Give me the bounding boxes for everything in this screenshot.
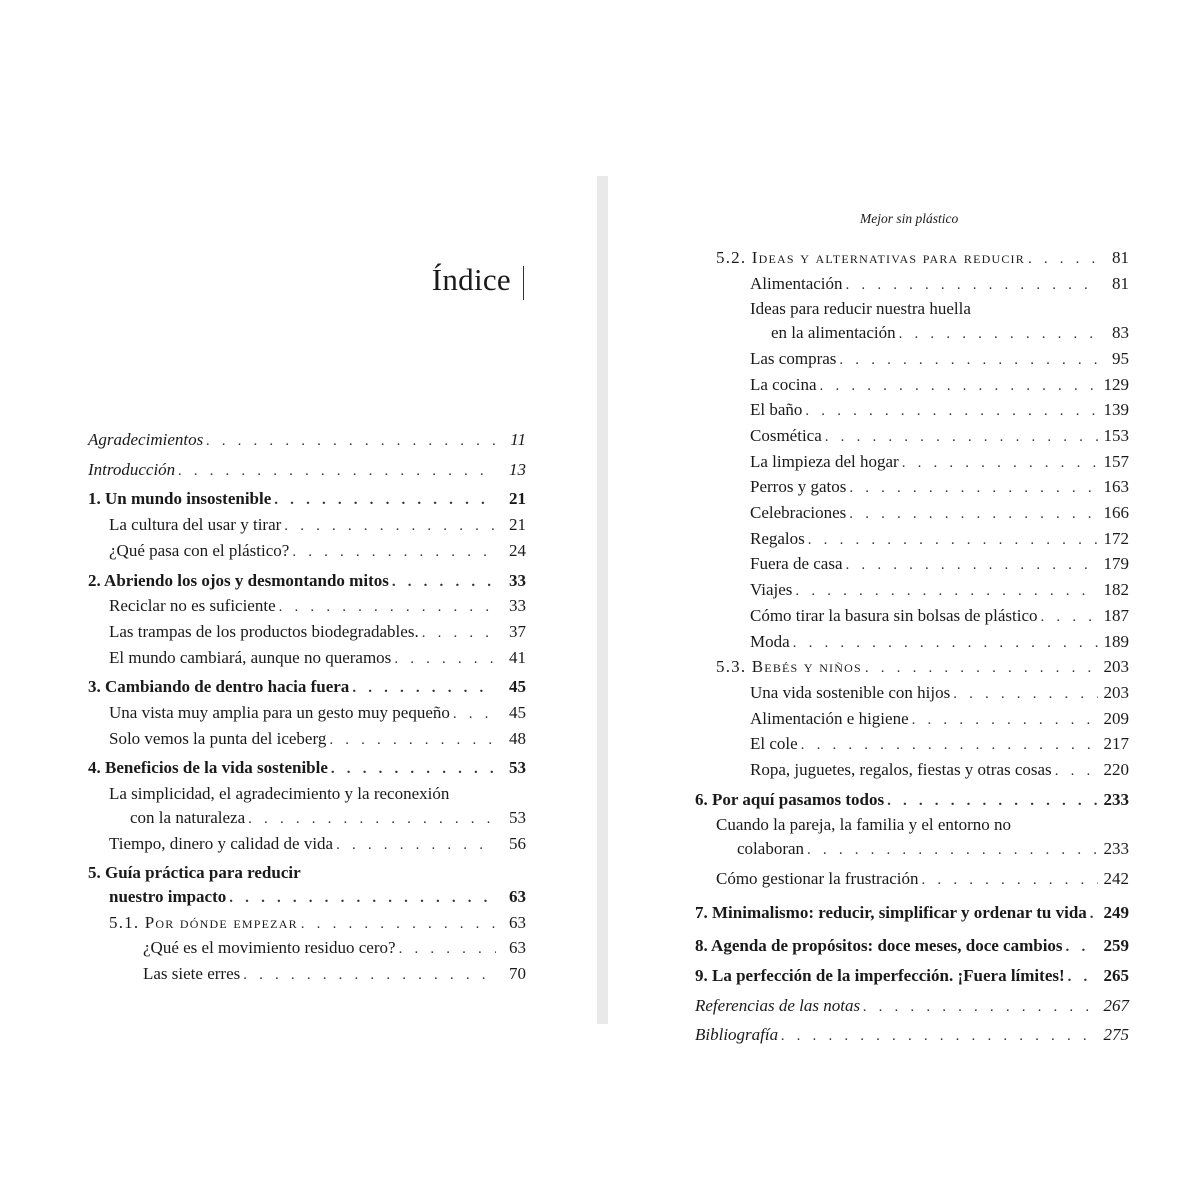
toc-entry[interactable] <box>88 962 526 988</box>
toc-entry[interactable] <box>695 475 1129 501</box>
toc-entry-title: Referencias de las notas <box>695 995 861 1015</box>
toc-entry-title: Celebraciones <box>750 503 847 523</box>
toc-entry[interactable] <box>88 646 526 672</box>
dot-leader <box>178 460 496 484</box>
dot-leader <box>849 477 1097 501</box>
toc-entry[interactable] <box>695 1023 1129 1049</box>
toc-entry[interactable] <box>88 620 526 646</box>
toc-list-left <box>88 428 526 988</box>
toc-entry-title: 2. Abriendo los ojos y desmontando mitos <box>88 570 389 590</box>
toc-page-number: 129 <box>1103 374 1129 394</box>
dot-leader <box>953 683 1097 707</box>
toc-page-number: 209 <box>1103 708 1129 728</box>
dot-leader <box>336 834 496 858</box>
toc-entry-title: Agradecimientos <box>88 430 204 449</box>
toc-chapter-entry[interactable] <box>695 788 1129 814</box>
toc-entry-title: 5.1. Por dónde empezar <box>109 912 298 932</box>
toc-entry[interactable] <box>695 347 1129 373</box>
toc-chapter-entry[interactable] <box>695 964 1129 990</box>
toc-page-number: 157 <box>1103 451 1129 471</box>
toc-entry[interactable] <box>88 936 526 962</box>
dot-leader <box>849 503 1097 527</box>
toc-entry-title: Una vista muy amplia para un gesto muy pequeño <box>109 703 450 723</box>
toc-page-number: 56 <box>509 833 526 853</box>
dot-leader <box>292 541 496 565</box>
dot-leader <box>329 729 496 753</box>
toc-page-number: 203 <box>1103 682 1129 702</box>
toc-page-number: 189 <box>1103 631 1129 651</box>
toc-entry-title: ¿Qué es el movimiento residuo cero? <box>143 938 396 958</box>
dot-leader <box>839 349 1099 373</box>
toc-entry-title: 4. Beneficios de la vida sostenible <box>88 758 328 778</box>
dot-leader <box>846 554 1098 578</box>
toc-page-number: 83 <box>1112 323 1129 343</box>
toc-entry[interactable] <box>695 758 1129 784</box>
toc-entry[interactable] <box>88 458 526 484</box>
toc-entry-title: La cocina <box>750 374 817 394</box>
toc-page-number: 217 <box>1103 734 1129 754</box>
toc-chapter-continuation[interactable] <box>88 885 526 911</box>
toc-entry-title: 8. Agenda de propósitos: doce meses, doce cambios <box>695 936 1063 956</box>
dot-leader <box>805 400 1097 424</box>
toc-page-number: 203 <box>1103 657 1129 677</box>
right-page <box>608 0 1200 1200</box>
toc-page-number: 153 <box>1103 425 1129 445</box>
toc-entry-title: La limpieza del hogar <box>750 451 899 471</box>
toc-entry-first-line[interactable] <box>695 813 1129 837</box>
toc-page-number: 53 <box>509 807 526 827</box>
toc-entry[interactable] <box>88 727 526 753</box>
dot-leader <box>865 657 1098 681</box>
toc-entry-title: Viajes <box>750 580 793 600</box>
dot-leader <box>1041 606 1098 630</box>
dot-leader <box>422 622 496 646</box>
toc-entry-title: Moda <box>750 631 790 651</box>
toc-entry-title: Solo vemos la punta del iceberg <box>109 728 327 748</box>
toc-entry-title: Las compras <box>750 348 837 368</box>
toc-section-entry[interactable] <box>695 246 1129 272</box>
toc-entry[interactable] <box>695 867 1129 893</box>
toc-entry-title: 1. Un mundo insostenible <box>88 489 272 509</box>
toc-page-number: 33 <box>509 596 526 616</box>
toc-entry-title: Tiempo, dinero y calidad de vida <box>109 833 334 853</box>
toc-entry-title: El mundo cambiará, aunque no queramos <box>109 647 392 667</box>
toc-entry[interactable] <box>695 707 1129 733</box>
dot-leader <box>399 938 496 962</box>
dot-leader <box>807 839 1097 863</box>
dot-leader <box>912 709 1098 733</box>
toc-entry[interactable] <box>695 450 1129 476</box>
dot-leader <box>922 869 1098 893</box>
toc-entry-title: 5.3. Bebés y niños <box>716 657 862 677</box>
toc-page-number: 63 <box>509 912 526 932</box>
toc-list-right <box>695 246 1129 1049</box>
dot-leader <box>902 452 1098 476</box>
dot-leader <box>229 887 496 911</box>
book-gutter <box>597 176 608 1024</box>
toc-entry-title: Reciclar no es suficiente <box>109 596 276 616</box>
toc-entry-title: 5. Guía práctica para reducir <box>88 863 301 883</box>
toc-entry[interactable] <box>695 994 1129 1020</box>
toc-entry-title: 3. Cambiando de dentro hacia fuera <box>88 677 350 697</box>
toc-entry[interactable] <box>695 681 1129 707</box>
left-page <box>0 0 597 1200</box>
toc-entry-title: Una vida sostenible con hijos <box>750 682 951 702</box>
dot-leader <box>1068 966 1098 990</box>
dot-leader <box>781 1025 1097 1049</box>
toc-page-number: 275 <box>1103 1025 1129 1045</box>
toc-chapter-entry[interactable] <box>695 934 1129 960</box>
toc-entry-title-cont: colaboran <box>737 839 805 859</box>
toc-entry-title: Regalos <box>750 528 805 548</box>
toc-page-number: 70 <box>509 964 526 984</box>
toc-entry-continuation[interactable] <box>88 806 526 832</box>
toc-entry[interactable] <box>695 373 1129 399</box>
toc-entry-title-cont: en la alimentación <box>771 323 896 343</box>
toc-entry[interactable] <box>88 594 526 620</box>
toc-entry[interactable] <box>695 527 1129 553</box>
toc-page-number: 172 <box>1103 528 1129 548</box>
toc-entry-title: El cole <box>750 734 798 754</box>
toc-entry[interactable] <box>695 552 1129 578</box>
toc-page-number: 166 <box>1103 503 1129 523</box>
toc-entry-title: 6. Por aquí pasamos todos <box>695 789 885 809</box>
dot-leader <box>820 375 1098 399</box>
dot-leader <box>793 632 1098 656</box>
dot-leader <box>899 323 1099 347</box>
toc-entry[interactable] <box>695 732 1129 758</box>
toc-entry-title: La cultura del usar y tirar <box>109 515 282 535</box>
toc-entry-title: La simplicidad, el agradecimiento y la reconexión <box>109 784 450 804</box>
dot-leader <box>1090 903 1098 927</box>
toc-entry-title: Ideas para reducir nuestra huella <box>750 299 971 319</box>
toc-entry-title: Cómo gestionar la frustración <box>716 868 919 888</box>
toc-entry[interactable] <box>695 424 1129 450</box>
toc-entry-continuation[interactable] <box>695 837 1129 863</box>
dot-leader <box>808 529 1098 553</box>
toc-entry-title: Las siete erres <box>143 964 241 984</box>
toc-page-number: 45 <box>509 677 526 697</box>
toc-entry[interactable] <box>695 630 1129 656</box>
page-title: Índice <box>431 262 511 297</box>
toc-section-entry[interactable] <box>695 655 1129 681</box>
toc-page-number: 267 <box>1103 995 1129 1015</box>
toc-entry-first-line[interactable] <box>88 782 526 806</box>
toc-page-number: 259 <box>1103 936 1129 956</box>
toc-entry-title: Cosmética <box>750 425 822 445</box>
toc-entry-title: El baño <box>750 400 803 420</box>
toc-entry[interactable] <box>88 513 526 539</box>
dot-leader <box>274 489 496 513</box>
dot-leader <box>206 430 496 454</box>
toc-entry[interactable] <box>695 398 1129 424</box>
toc-entry-title: 9. La perfección de la imperfección. ¡Fuera límites! <box>695 965 1065 985</box>
toc-chapter-entry[interactable] <box>88 675 526 701</box>
toc-page-number: 233 <box>1103 789 1129 809</box>
toc-page-number: 139 <box>1103 400 1129 420</box>
toc-entry-title: Alimentación e higiene <box>750 708 909 728</box>
toc-entry-first-line[interactable] <box>695 297 1129 321</box>
toc-entry-title-cont: con la naturaleza <box>130 807 246 827</box>
toc-page-number: 182 <box>1103 580 1129 600</box>
toc-chapter-entry[interactable] <box>695 901 1129 927</box>
toc-page-number: 21 <box>509 489 526 509</box>
toc-page-number: 13 <box>509 459 526 479</box>
dot-leader <box>1055 760 1098 784</box>
toc-page-number: 63 <box>509 938 526 958</box>
dot-leader <box>801 734 1098 758</box>
dot-leader <box>301 913 496 937</box>
toc-entry[interactable] <box>88 428 526 454</box>
toc-chapter-entry[interactable] <box>88 569 526 595</box>
toc-entry-continuation[interactable] <box>695 321 1129 347</box>
toc-chapter-entry[interactable] <box>88 487 526 513</box>
toc-page-number: 33 <box>509 570 526 590</box>
dot-leader <box>887 790 1097 814</box>
dot-leader <box>1066 936 1098 960</box>
toc-entry-title: Perros y gatos <box>750 477 847 497</box>
toc-entry-title: Cuando la pareja, la familia y el entorno no <box>716 815 1012 835</box>
toc-page-number: 249 <box>1103 902 1129 922</box>
toc-chapter-first-line[interactable] <box>88 861 526 885</box>
toc-page-number: 95 <box>1112 348 1129 368</box>
toc-entry-title: 5.2. Ideas y alternativas para reducir <box>716 248 1025 267</box>
dot-leader <box>279 596 496 620</box>
toc-entry-title: Alimentación <box>750 273 843 293</box>
dot-leader <box>453 703 496 727</box>
toc-entry[interactable] <box>88 701 526 727</box>
title-divider <box>523 266 524 300</box>
dot-leader <box>846 274 1099 298</box>
toc-page-number: 220 <box>1103 760 1129 780</box>
toc-entry-title: Las trampas de los productos biodegradables. <box>109 621 419 641</box>
toc-page-number: 179 <box>1103 554 1129 574</box>
toc-page-number: 242 <box>1103 868 1129 888</box>
toc-page-number: 24 <box>509 540 526 560</box>
toc-entry[interactable] <box>695 272 1129 298</box>
toc-section-entry[interactable] <box>88 911 526 937</box>
dot-leader <box>248 808 496 832</box>
toc-entry-title: Bibliografía <box>695 1025 779 1045</box>
dot-leader <box>284 515 496 539</box>
dot-leader <box>392 571 496 595</box>
dot-leader <box>243 964 496 988</box>
dot-leader <box>352 677 496 701</box>
toc-page-number: 265 <box>1103 965 1129 985</box>
toc-page-number: 81 <box>1112 273 1129 293</box>
toc-entry-title: Introducción <box>88 459 176 479</box>
toc-page-number: 41 <box>509 647 526 667</box>
toc-page-number: 233 <box>1103 839 1129 859</box>
toc-entry[interactable] <box>695 578 1129 604</box>
toc-entry-title-cont: nuestro impacto <box>109 886 227 906</box>
dot-leader <box>795 580 1097 604</box>
toc-page-number: 187 <box>1103 605 1129 625</box>
dot-leader <box>1028 248 1099 272</box>
dot-leader <box>394 648 496 672</box>
dot-leader <box>331 758 496 782</box>
running-header: Mejor sin plástico <box>860 211 959 226</box>
toc-entry-title: 7. Minimalismo: reducir, simplificar y ordenar tu vida <box>695 902 1087 922</box>
toc-chapter-entry[interactable] <box>88 756 526 782</box>
toc-page-number: 45 <box>509 703 526 723</box>
toc-entry[interactable] <box>88 832 526 858</box>
toc-entry-title: Fuera de casa <box>750 554 843 574</box>
toc-page-number: 163 <box>1103 477 1129 497</box>
toc-page-number: 21 <box>509 515 526 535</box>
toc-page-number: 63 <box>509 886 526 906</box>
toc-entry[interactable] <box>695 501 1129 527</box>
dot-leader <box>825 426 1098 450</box>
toc-page-number: 11 <box>510 430 526 449</box>
toc-page-number: 53 <box>509 758 526 778</box>
toc-page-number: 81 <box>1112 248 1129 267</box>
toc-entry-title: Cómo tirar la basura sin bolsas de plástico <box>750 605 1038 625</box>
toc-entry-title: ¿Qué pasa con el plástico? <box>109 540 290 560</box>
toc-entry[interactable] <box>695 604 1129 630</box>
toc-entry-title: Ropa, juguetes, regalos, fiestas y otras cosas <box>750 760 1052 780</box>
dot-leader <box>863 996 1097 1020</box>
toc-page-number: 37 <box>509 621 526 641</box>
toc-entry[interactable] <box>88 539 526 565</box>
toc-page-number: 48 <box>509 728 526 748</box>
